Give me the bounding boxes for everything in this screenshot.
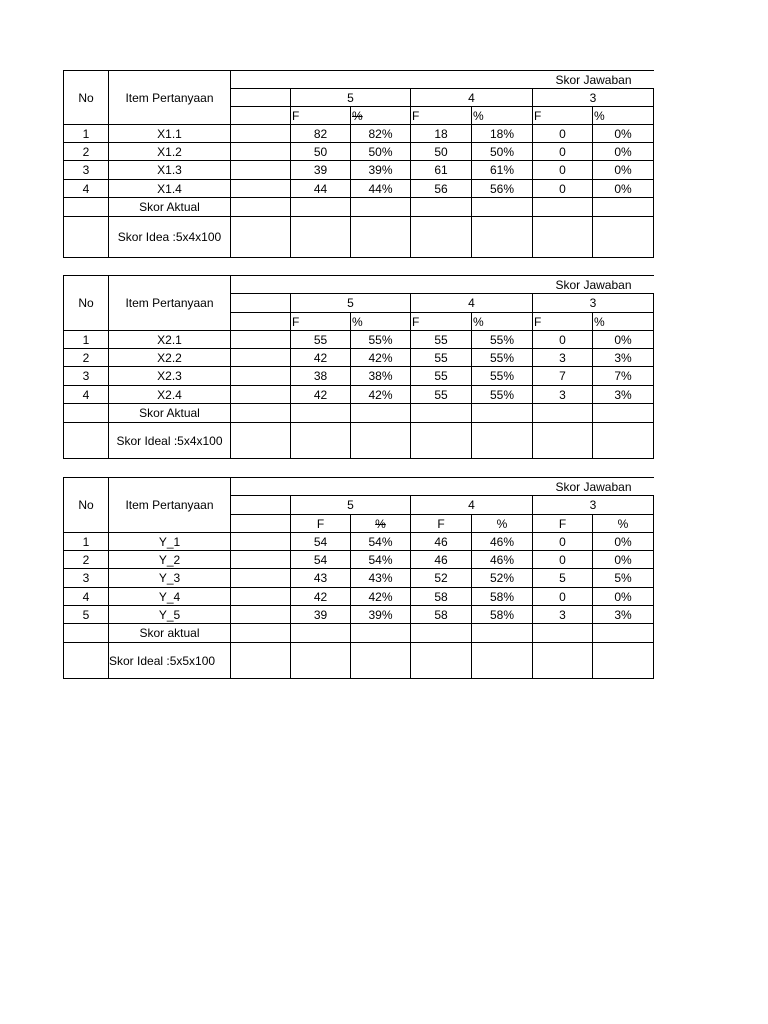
header-score-3: 3 <box>533 294 654 313</box>
empty-cell <box>533 404 593 423</box>
freq-5-cell: 43 <box>291 569 351 588</box>
header-skor-jawaban: Skor Jawaban <box>231 276 654 294</box>
empty-cell <box>64 624 109 643</box>
header-f-5: F <box>291 107 351 125</box>
row-no: 1 <box>64 533 109 551</box>
row-item: X2.2 <box>109 349 231 367</box>
freq-3-cell: 0 <box>533 161 593 180</box>
freq-5-cell: 39 <box>291 606 351 624</box>
freq-3-cell: 0 <box>533 331 593 349</box>
freq-3-cell: 3 <box>533 606 593 624</box>
skor-aktual-label: Skor Aktual <box>109 404 231 423</box>
empty-cell <box>64 404 109 423</box>
empty-cell <box>593 217 654 258</box>
empty-cell <box>231 423 291 459</box>
freq-3-cell: 7 <box>533 367 593 386</box>
freq-4-cell: 18 <box>411 125 472 143</box>
header-f-4: F <box>411 313 472 331</box>
header-score-5: 5 <box>291 294 411 313</box>
skor-aktual-label: Skor aktual <box>109 624 231 643</box>
pct-4-cell: 18% <box>472 125 533 143</box>
table-row <box>64 161 654 180</box>
pct-4-cell: 56% <box>472 180 533 198</box>
empty-cell <box>593 198 654 217</box>
header-row <box>64 276 654 294</box>
empty-cell <box>231 386 291 404</box>
pct-4-cell: 58% <box>472 606 533 624</box>
score-table-1 <box>63 70 654 258</box>
freq-5-cell: 39 <box>291 161 351 180</box>
row-item: Y_5 <box>109 606 231 624</box>
pct-4-cell: 50% <box>472 143 533 161</box>
header-item: Item Pertanyaan <box>109 478 231 533</box>
empty-cell <box>231 107 291 125</box>
pct-4-cell: 46% <box>472 551 533 569</box>
freq-4-cell: 56 <box>411 180 472 198</box>
empty-cell <box>533 423 593 459</box>
freq-5-cell: 44 <box>291 180 351 198</box>
header-f-5: F <box>291 313 351 331</box>
empty-cell <box>411 404 472 423</box>
empty-cell <box>533 198 593 217</box>
header-pct-5: % <box>351 515 411 533</box>
empty-cell <box>411 624 472 643</box>
skor-ideal-row <box>64 217 654 258</box>
freq-4-cell: 52 <box>411 569 472 588</box>
table-row <box>64 551 654 569</box>
empty-cell <box>351 423 411 459</box>
table-row <box>64 569 654 588</box>
freq-5-cell: 42 <box>291 386 351 404</box>
empty-cell <box>231 89 291 107</box>
empty-cell <box>64 423 109 459</box>
freq-5-cell: 54 <box>291 533 351 551</box>
header-pct-4: % <box>472 515 533 533</box>
empty-cell <box>472 217 533 258</box>
pct-5-cell: 38% <box>351 367 411 386</box>
empty-cell <box>64 217 109 258</box>
score-table-3 <box>63 477 654 679</box>
empty-cell <box>472 624 533 643</box>
row-no: 3 <box>64 161 109 180</box>
pct-3-cell: 0% <box>593 551 654 569</box>
row-item: X2.4 <box>109 386 231 404</box>
pct-5-cell: 82% <box>351 125 411 143</box>
empty-cell <box>64 198 109 217</box>
empty-cell <box>231 349 291 367</box>
empty-cell <box>231 496 291 515</box>
freq-3-cell: 0 <box>533 125 593 143</box>
empty-cell <box>231 217 291 258</box>
pct-3-cell: 5% <box>593 569 654 588</box>
score-table-2 <box>63 275 654 459</box>
pct-3-cell: 3% <box>593 386 654 404</box>
row-no: 3 <box>64 367 109 386</box>
pct-3-cell: 0% <box>593 125 654 143</box>
freq-3-cell: 0 <box>533 143 593 161</box>
empty-cell <box>533 624 593 643</box>
empty-cell <box>593 423 654 459</box>
pct-4-cell: 58% <box>472 588 533 606</box>
pct-3-cell: 0% <box>593 180 654 198</box>
row-item: Y_3 <box>109 569 231 588</box>
freq-3-cell: 3 <box>533 349 593 367</box>
empty-cell <box>231 606 291 624</box>
table-row <box>64 367 654 386</box>
header-score-5: 5 <box>291 496 411 515</box>
empty-cell <box>231 331 291 349</box>
freq-5-cell: 42 <box>291 588 351 606</box>
empty-cell <box>411 198 472 217</box>
empty-cell <box>291 198 351 217</box>
empty-cell <box>351 198 411 217</box>
row-item: X2.3 <box>109 367 231 386</box>
table-row <box>64 533 654 551</box>
empty-cell <box>291 404 351 423</box>
freq-4-cell: 58 <box>411 588 472 606</box>
empty-cell <box>231 367 291 386</box>
pct-5-cell: 42% <box>351 349 411 367</box>
header-score-4: 4 <box>411 496 533 515</box>
empty-cell <box>411 217 472 258</box>
skor-ideal-label: Skor Idea :5x4x100 <box>109 217 231 258</box>
header-skor-jawaban: Skor Jawaban <box>231 478 654 496</box>
pct-5-cell: 42% <box>351 588 411 606</box>
pct-5-cell: 54% <box>351 551 411 569</box>
header-score-3: 3 <box>533 89 654 107</box>
freq-4-cell: 50 <box>411 143 472 161</box>
pct-3-cell: 0% <box>593 161 654 180</box>
header-row <box>64 478 654 496</box>
header-pct-3: % <box>593 313 654 331</box>
table-row <box>64 349 654 367</box>
empty-cell <box>291 217 351 258</box>
header-f-5: F <box>291 515 351 533</box>
row-no: 4 <box>64 386 109 404</box>
empty-cell <box>231 515 291 533</box>
freq-3-cell: 0 <box>533 533 593 551</box>
pct-3-cell: 3% <box>593 606 654 624</box>
row-no: 3 <box>64 569 109 588</box>
table-row <box>64 588 654 606</box>
empty-cell <box>351 624 411 643</box>
pct-5-cell: 42% <box>351 386 411 404</box>
header-no: No <box>64 478 109 533</box>
header-item: Item Pertanyaan <box>109 276 231 331</box>
pct-3-cell: 0% <box>593 533 654 551</box>
header-pct-3: % <box>593 107 654 125</box>
empty-cell <box>351 404 411 423</box>
header-score-4: 4 <box>411 294 533 313</box>
empty-cell <box>231 624 291 643</box>
header-score-3: 3 <box>533 496 654 515</box>
empty-cell <box>472 643 533 679</box>
row-item: X1.3 <box>109 161 231 180</box>
empty-cell <box>291 643 351 679</box>
header-score-5: 5 <box>291 89 411 107</box>
empty-cell <box>291 423 351 459</box>
header-f-3: F <box>533 107 593 125</box>
table-row <box>64 331 654 349</box>
header-f-3: F <box>533 515 593 533</box>
pct-4-cell: 52% <box>472 569 533 588</box>
freq-4-cell: 55 <box>411 386 472 404</box>
empty-cell <box>533 217 593 258</box>
empty-cell <box>231 143 291 161</box>
empty-cell <box>351 217 411 258</box>
header-item: Item Pertanyaan <box>109 71 231 125</box>
freq-5-cell: 50 <box>291 143 351 161</box>
row-no: 1 <box>64 331 109 349</box>
skor-aktual-row <box>64 198 654 217</box>
pct-3-cell: 0% <box>593 331 654 349</box>
empty-cell <box>472 198 533 217</box>
empty-cell <box>533 643 593 679</box>
skor-ideal-row <box>64 643 654 679</box>
freq-5-cell: 38 <box>291 367 351 386</box>
pct-5-cell: 39% <box>351 161 411 180</box>
pct-4-cell: 55% <box>472 367 533 386</box>
skor-ideal-label: Skor Ideal :5x5x100 <box>109 643 231 679</box>
pct-5-cell: 43% <box>351 569 411 588</box>
skor-ideal-row <box>64 423 654 459</box>
empty-cell <box>231 198 291 217</box>
empty-cell <box>411 423 472 459</box>
freq-5-cell: 54 <box>291 551 351 569</box>
header-no: No <box>64 71 109 125</box>
pct-4-cell: 61% <box>472 161 533 180</box>
table-row <box>64 606 654 624</box>
pct-5-cell: 39% <box>351 606 411 624</box>
empty-cell <box>231 533 291 551</box>
table-row <box>64 386 654 404</box>
empty-cell <box>231 569 291 588</box>
header-pct-3: % <box>593 515 654 533</box>
row-item: X1.1 <box>109 125 231 143</box>
skor-aktual-row <box>64 404 654 423</box>
row-no: 2 <box>64 349 109 367</box>
pct-3-cell: 3% <box>593 349 654 367</box>
row-no: 1 <box>64 125 109 143</box>
empty-cell <box>231 588 291 606</box>
empty-cell <box>351 643 411 679</box>
header-skor-jawaban: Skor Jawaban <box>231 71 654 89</box>
skor-aktual-label: Skor Aktual <box>109 198 231 217</box>
pct-4-cell: 46% <box>472 533 533 551</box>
header-pct-4: % <box>472 313 533 331</box>
empty-cell <box>291 624 351 643</box>
empty-cell <box>593 404 654 423</box>
row-no: 2 <box>64 551 109 569</box>
freq-5-cell: 82 <box>291 125 351 143</box>
freq-3-cell: 5 <box>533 569 593 588</box>
table-row <box>64 125 654 143</box>
skor-aktual-row <box>64 624 654 643</box>
empty-cell <box>411 643 472 679</box>
skor-ideal-label: Skor Ideal :5x4x100 <box>109 423 231 459</box>
row-item: X2.1 <box>109 331 231 349</box>
header-no: No <box>64 276 109 331</box>
empty-cell <box>593 624 654 643</box>
row-item: Y_4 <box>109 588 231 606</box>
empty-cell <box>231 180 291 198</box>
row-no: 5 <box>64 606 109 624</box>
empty-cell <box>472 404 533 423</box>
freq-4-cell: 58 <box>411 606 472 624</box>
header-pct-4: % <box>472 107 533 125</box>
row-item: Y_1 <box>109 533 231 551</box>
empty-cell <box>472 423 533 459</box>
freq-3-cell: 0 <box>533 588 593 606</box>
freq-5-cell: 55 <box>291 331 351 349</box>
freq-4-cell: 55 <box>411 349 472 367</box>
freq-4-cell: 46 <box>411 533 472 551</box>
freq-4-cell: 55 <box>411 367 472 386</box>
empty-cell <box>231 551 291 569</box>
empty-cell <box>231 313 291 331</box>
header-score-4: 4 <box>411 89 533 107</box>
table-row <box>64 143 654 161</box>
freq-3-cell: 0 <box>533 180 593 198</box>
header-f-4: F <box>411 515 472 533</box>
pct-3-cell: 0% <box>593 588 654 606</box>
header-f-3: F <box>533 313 593 331</box>
empty-cell <box>64 643 109 679</box>
row-no: 2 <box>64 143 109 161</box>
empty-cell <box>231 161 291 180</box>
freq-3-cell: 0 <box>533 551 593 569</box>
empty-cell <box>231 125 291 143</box>
freq-5-cell: 42 <box>291 349 351 367</box>
header-pct-5: % <box>351 313 411 331</box>
row-item: X1.2 <box>109 143 231 161</box>
pct-3-cell: 0% <box>593 143 654 161</box>
header-f-4: F <box>411 107 472 125</box>
pct-3-cell: 7% <box>593 367 654 386</box>
row-no: 4 <box>64 180 109 198</box>
empty-cell <box>231 643 291 679</box>
freq-3-cell: 3 <box>533 386 593 404</box>
pct-4-cell: 55% <box>472 386 533 404</box>
row-no: 4 <box>64 588 109 606</box>
freq-4-cell: 55 <box>411 331 472 349</box>
pct-4-cell: 55% <box>472 331 533 349</box>
row-item: Y_2 <box>109 551 231 569</box>
pct-5-cell: 54% <box>351 533 411 551</box>
row-item: X1.4 <box>109 180 231 198</box>
empty-cell <box>593 643 654 679</box>
empty-cell <box>231 404 291 423</box>
pct-5-cell: 55% <box>351 331 411 349</box>
empty-cell <box>231 294 291 313</box>
pct-5-cell: 44% <box>351 180 411 198</box>
freq-4-cell: 61 <box>411 161 472 180</box>
table-row <box>64 180 654 198</box>
freq-4-cell: 46 <box>411 551 472 569</box>
header-pct-5: % <box>351 107 411 125</box>
pct-5-cell: 50% <box>351 143 411 161</box>
pct-4-cell: 55% <box>472 349 533 367</box>
header-row <box>64 71 654 89</box>
